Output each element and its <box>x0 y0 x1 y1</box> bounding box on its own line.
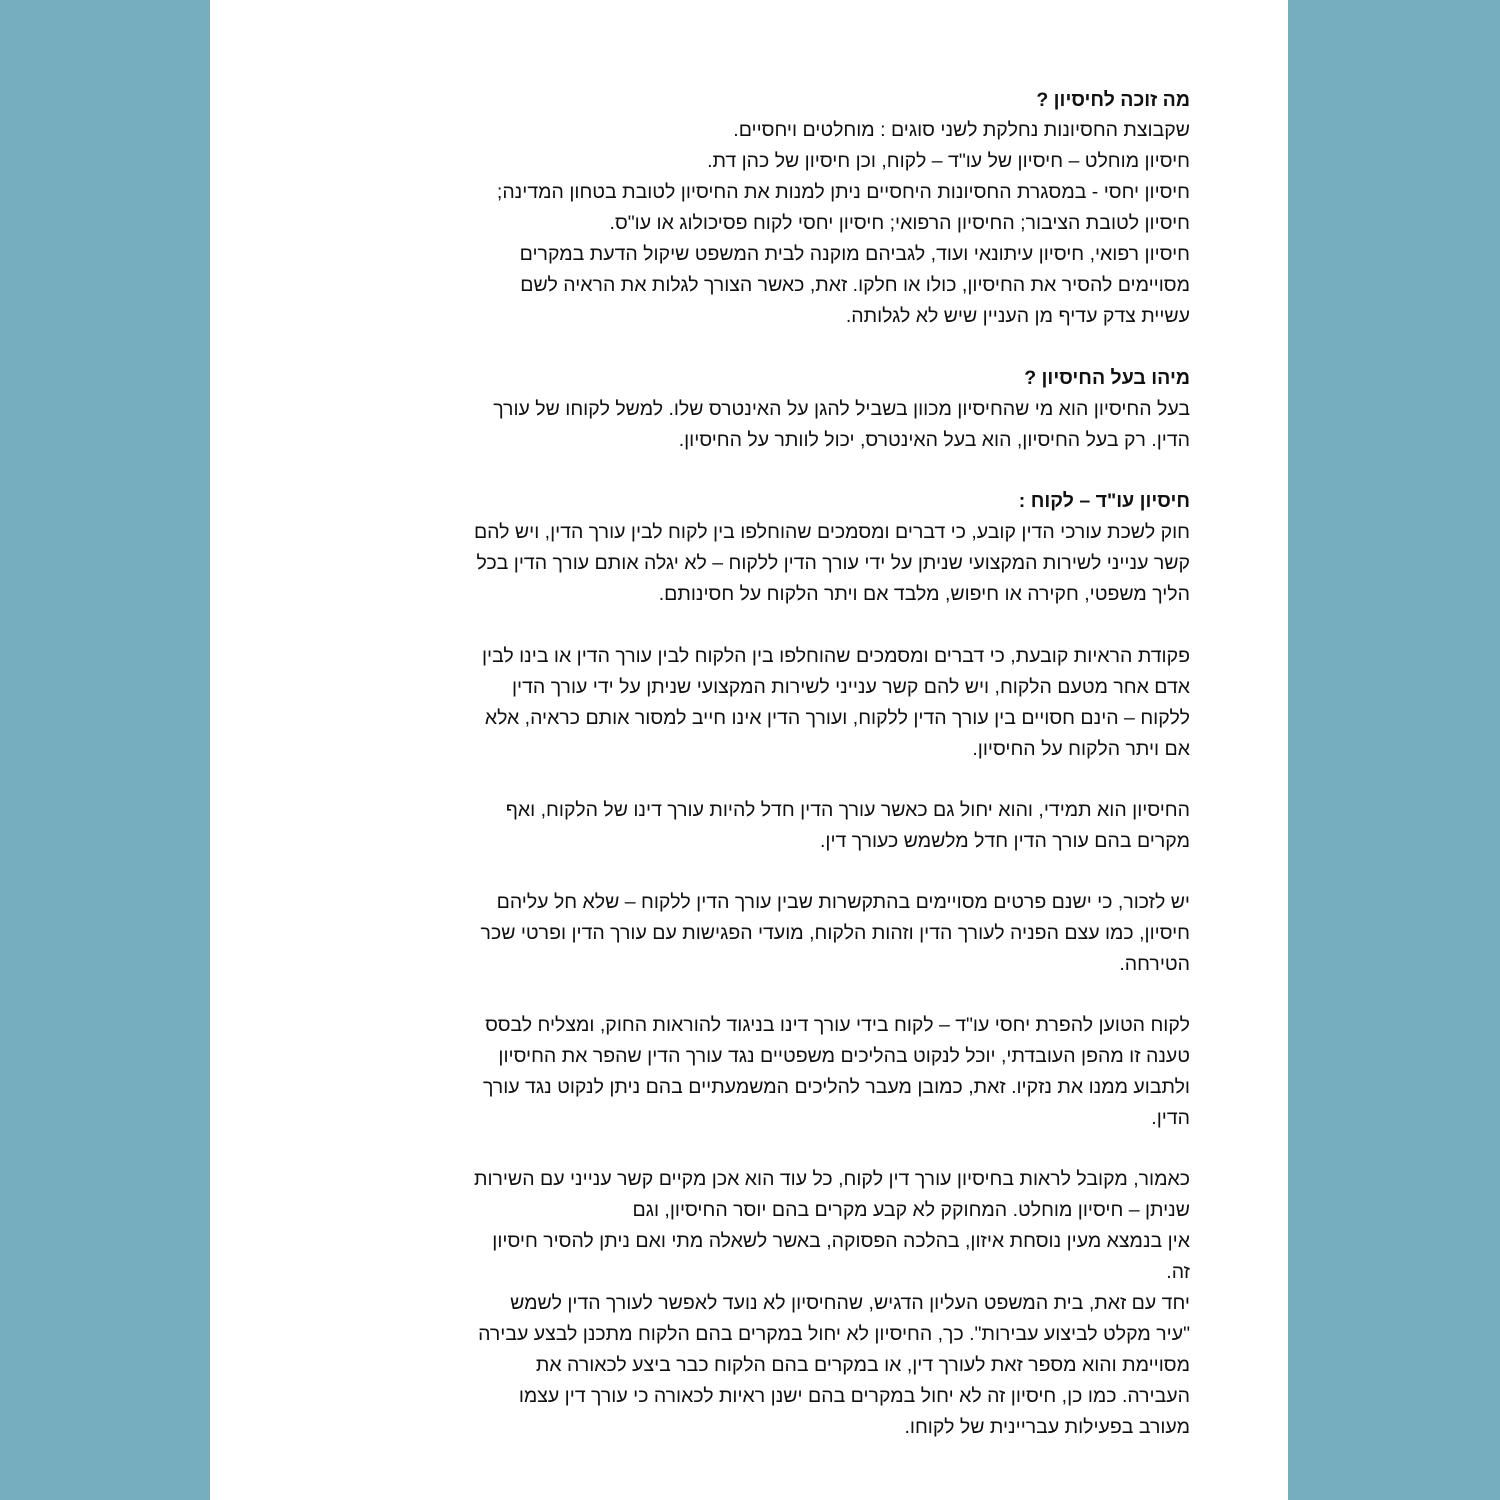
text-line: חוק לשכת עורכי הדין קובע, כי דברים ומסמכים שהוחלפו בין לקוח לבין עורך הדין, ויש להם <box>473 521 1190 543</box>
text-line: הטירחה. <box>1119 953 1190 975</box>
text-line: אדם אחר מטעם הלקוח, ויש להם קשר ענייני לשירות המקצועי שניתן על ידי עורך הדין <box>511 676 1190 698</box>
text-line: פקודת הראיות קובעת, כי דברים ומסמכים שהוחלפו בין הלקוח לבין עורך הדין או בינו לבין <box>481 645 1190 667</box>
text-line: שניתן – חיסיון מוחלט. המחוקק לא קבע מקרים בהם יוסר החיסיון, וגם <box>632 1199 1190 1221</box>
text-line: לקוח הטוען להפרת יחסי עו"ד – לקוח בידי עורך דינו בניגוד להוראות החוק, ומצליח לבסס <box>485 1014 1190 1036</box>
text-line: "עיר מקלט לביצוע עבירות". כך, החיסיון לא יחול במקרים בהם הלקוח מתכנן לבצע עבירה <box>478 1323 1190 1345</box>
text-line: ולתבוע ממנו את נזקיו. זאת, כמובן מעבר להליכים המשמעתיים בהם ניתן לנקוט נגד עורך <box>482 1076 1190 1098</box>
text-line: עשיית צדק עדיף מן העניין שיש לא לגלותה. <box>845 305 1190 327</box>
text-line: הדין. <box>1151 1107 1190 1129</box>
document-page <box>210 0 1288 1500</box>
section-heading: מה זוכה לחיסיון ? <box>1036 89 1190 111</box>
section-heading: חיסיון עו"ד – לקוח : <box>1018 490 1190 512</box>
text-line: מעורב בפעילות עבריינית של לקוחו. <box>904 1416 1190 1438</box>
text-line: טענה זו מהפן העובדתי, יוכל לנקוט בהליכים משפטיים נגד עורך הדין שהפר את החיסיון <box>498 1045 1190 1067</box>
text-line: הליך משפטי, חקירה או חיפוש, מלבד אם ויתר הלקוח על חסינותם. <box>658 583 1190 605</box>
text-line: חיסיון יחסי - במסגרת החסיונות היחסיים ניתן למנות את החיסיון לטובת בטחון המדינה; <box>496 181 1190 203</box>
text-line: הדין. רק בעל החיסיון, הוא בעל האינטרס, יכול לוותר על החיסיון. <box>678 429 1190 451</box>
text-line: ללקוח – הינם חסויים בין עורך הדין ללקוח, ועורך הדין אינו חייב למסור אותם כראיה, אלא <box>484 707 1190 729</box>
text-line: אין בנמצא מעין נוסחת איזון, בהלכה הפסוקה, באשר לשאלה מתי ואם ניתן להסיר חיסיון <box>492 1230 1190 1252</box>
text-line: חיסיון מוחלט – חיסיון של עו"ד – לקוח, וכן חיסיון של כהן דת. <box>707 150 1190 172</box>
text-line: החיסיון הוא תמידי, והוא יחול גם כאשר עורך הדין חדל להיות עורך דינו של הלקוח, ואף <box>505 799 1190 821</box>
section-heading: מיהו בעל החיסיון ? <box>1024 367 1190 389</box>
text-line: כאמור, מקובל לראות בחיסיון עורך דין לקוח, כל עוד הוא אכן מקיים קשר ענייני עם השירות <box>473 1168 1190 1190</box>
text-line: חיסיון לטובת הציבור; החיסיון הרפואי; חיסיון יחסי לקוח פסיכולוג או עו"ס. <box>609 212 1190 234</box>
text-line: בעל החיסיון הוא מי שהחיסיון מכוון בשביל להגן על האינטרס שלו. למשל לקוחו של עורך <box>493 398 1190 420</box>
text-line: יחד עם זאת, בית המשפט העליון הדגיש, שהחיסיון לא נועד לאפשר לעורך הדין לשמש <box>510 1292 1190 1314</box>
text-line: חיסיון, כמו עצם הפניה לעורך הדין וזהות הלקוח, מועדי הפגישות עם עורך הדין ופרטי שכר <box>480 922 1190 944</box>
text-line: זה. <box>1166 1261 1190 1283</box>
text-line: שקבוצת החסיונות נחלקת לשני סוגים : מוחלטים ויחסיים. <box>733 119 1190 141</box>
text-line: מקרים בהם עורך הדין חדל מלשמש כעורך דין. <box>819 830 1190 852</box>
text-line: חיסיון רפואי, חיסיון עיתונאי ועוד, לגביהם מוקנה לבית המשפט שיקול הדעת במקרים <box>519 243 1190 265</box>
text-line: מסויימים להסיר את החיסיון, כולו או חלקו. זאת, כאשר הצורך לגלות את הראיה לשם <box>520 274 1190 296</box>
text-line: יש לזכור, כי ישנם פרטים מסויימים בהתקשרות שבין עורך הדין ללקוח – שלא חל עליהם <box>496 891 1190 913</box>
text-line: אם ויתר הלקוח על החיסיון. <box>972 738 1190 760</box>
text-line: מסויימת והוא מספר זאת לעורך דין, או במקרים בהם הלקוח כבר ביצע לכאורה את <box>535 1354 1190 1376</box>
text-line: קשר ענייני לשירות המקצועי שניתן על ידי עורך הדין ללקוח – לא יגלה אותם עורך הדין בכל <box>476 552 1190 574</box>
text-line: העבירה. כמו כן, חיסיון זה לא יחול במקרים בהם ישנן ראיות לכאורה כי עורך דין עצמו <box>518 1385 1190 1407</box>
